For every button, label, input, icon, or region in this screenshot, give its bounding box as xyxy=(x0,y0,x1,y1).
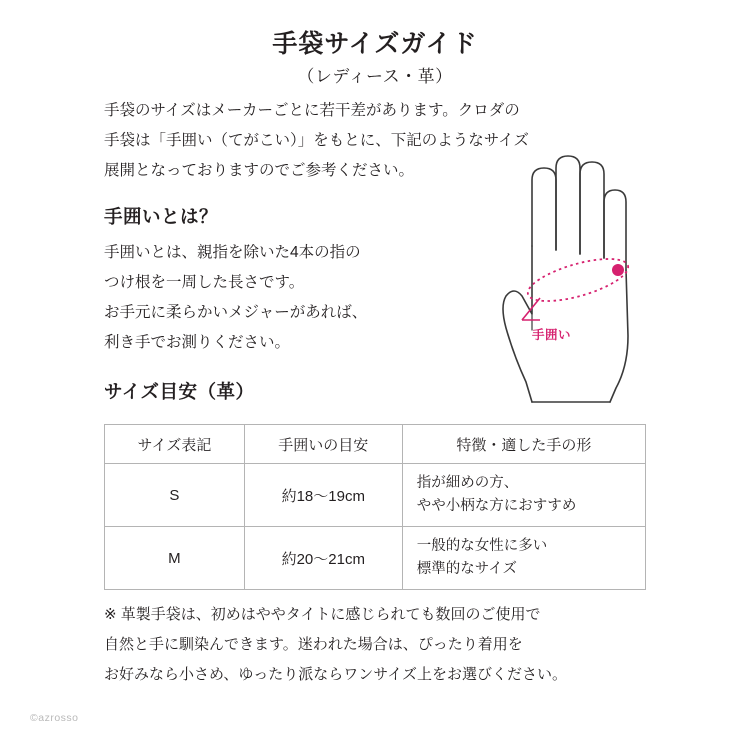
credit-text: ©azrosso xyxy=(30,712,79,724)
cell-measure-s: 約18〜19cm xyxy=(244,464,402,527)
footnote-line-3: お好みなら小さめ、ゆったり派ならワンサイズ上をお選びください。 xyxy=(104,666,568,683)
glove-outline-icon xyxy=(470,150,700,430)
cell-feature-s xyxy=(402,464,645,527)
table-header-row xyxy=(105,425,646,464)
cell-feature-m-line-2: 標準的なサイズ xyxy=(416,561,518,577)
footnote xyxy=(104,600,674,690)
section-heading-size-guide: サイズ目安（革） xyxy=(104,381,255,402)
cell-size-s: S xyxy=(105,464,245,527)
cell-feature-s-line-1: 指が細めの方、 xyxy=(416,475,519,491)
table-row xyxy=(105,527,646,590)
measure-label: 手囲い xyxy=(532,328,572,342)
table-header-feature: 特徴・適した手の形 xyxy=(402,425,645,464)
footnote-line-2: 自然と手に馴染んできます。迷われた場合は、ぴったり着用を xyxy=(104,636,523,653)
intro-line-3: 展開となっておりますのでご参考ください。 xyxy=(104,162,415,179)
tegakoi-line-1: 手囲いとは、親指を除いた4本の指の xyxy=(104,244,361,261)
intro-paragraph xyxy=(104,96,530,186)
tegakoi-line-2: つけ根を一周した長さです。 xyxy=(104,274,305,291)
cell-measure-m: 約20〜21cm xyxy=(244,527,402,590)
measure-loop xyxy=(522,250,632,320)
table-row xyxy=(105,464,646,527)
tegakoi-description xyxy=(104,238,504,358)
page-title: 手袋サイズガイド xyxy=(272,30,478,58)
cell-feature-m-line-1: 一般的な女性に多い xyxy=(416,538,548,554)
size-table xyxy=(104,424,646,590)
table-header-measure: 手囲いの目安 xyxy=(244,425,402,464)
cell-feature-m xyxy=(402,527,645,590)
cell-size-m: M xyxy=(105,527,245,590)
glove-illustration xyxy=(470,150,700,430)
cell-feature-s-line-2: やや小柄な方におすすめ xyxy=(416,498,577,514)
intro-line-2: 手袋は「手囲い（てがこい）」をもとに、下記のようなサイズ xyxy=(104,132,530,149)
page-subtitle: （レディース・革） xyxy=(297,67,453,86)
tegakoi-line-3: お手元に柔らかいメジャーがあれば、 xyxy=(104,304,368,321)
section-heading-tegakoi: 手囲いとは？ xyxy=(104,206,219,227)
table-header-size: サイズ表記 xyxy=(105,425,245,464)
intro-line-1: 手袋のサイズはメーカーごとに若干差があります。クロダの xyxy=(104,102,520,119)
tegakoi-line-4: 利き手でお測りください。 xyxy=(104,334,291,351)
footnote-line-1: ※ 革製手袋は、初めはややタイトに感じられても数回のご使用で xyxy=(104,606,541,623)
